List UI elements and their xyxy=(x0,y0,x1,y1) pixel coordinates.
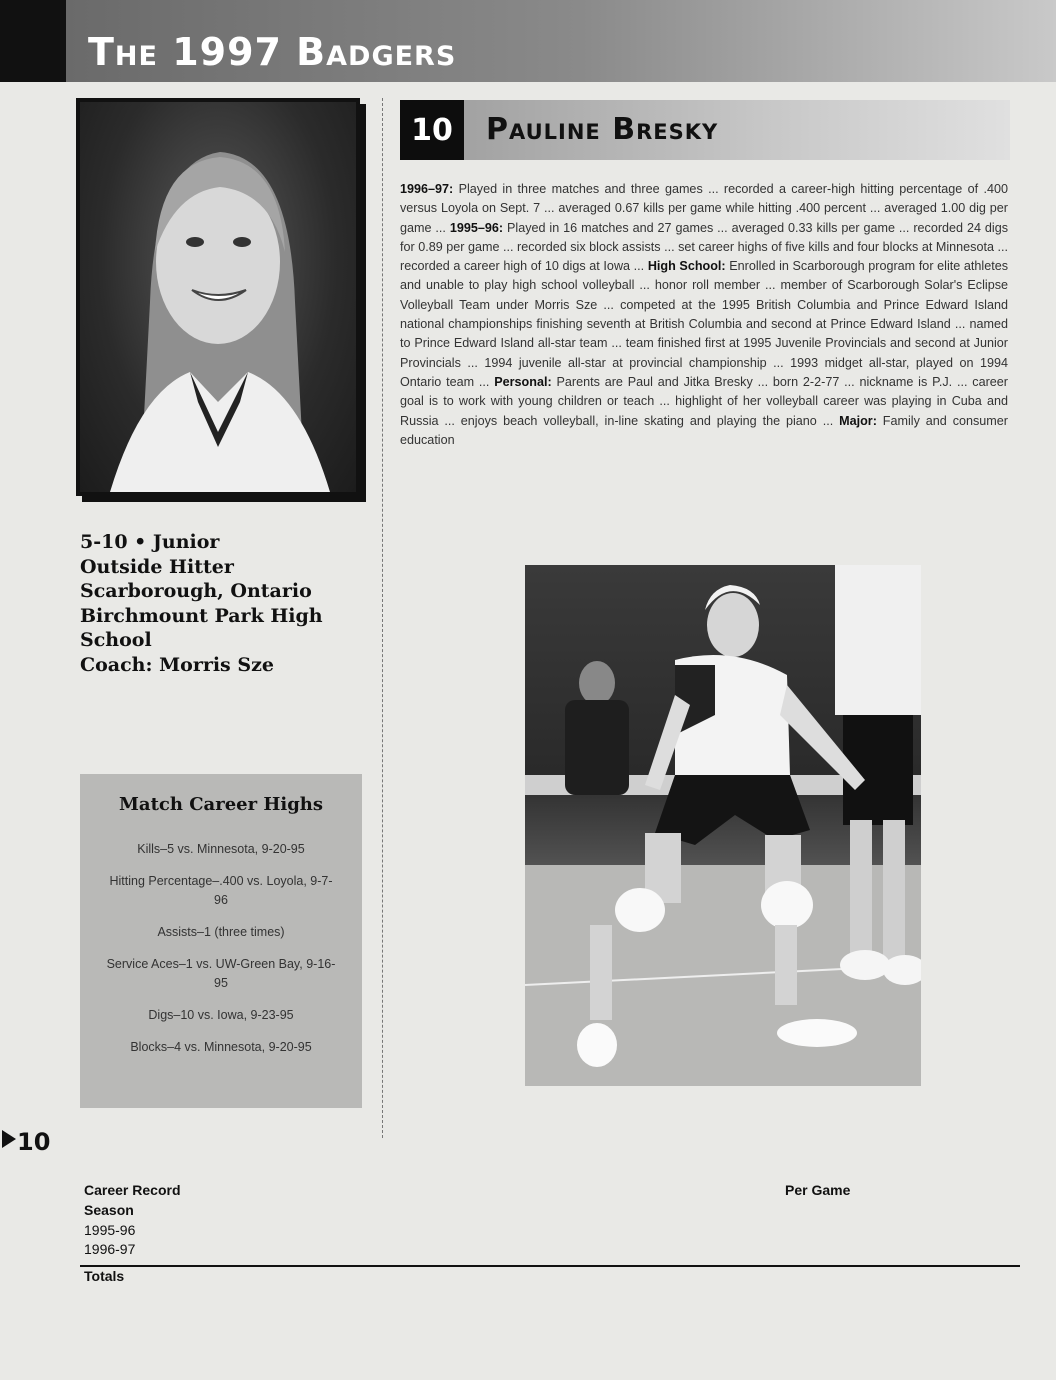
vitals-line: School xyxy=(80,629,152,651)
player-name: Pauline Bresky xyxy=(486,112,719,147)
bio-label: Major: xyxy=(839,413,877,428)
career-high-item: Service Aces–1 vs. UW-Green Bay, 9-16-95 xyxy=(106,957,336,990)
bio-label: High School: xyxy=(647,259,726,274)
career-highs-box xyxy=(80,774,362,1108)
career-high-item: Hitting Percentage–.400 vs. Loyola, 9-7-96 xyxy=(109,874,333,907)
table-cell: 1995-96 xyxy=(84,1222,136,1238)
career-record-title: Career Record xyxy=(84,1182,181,1198)
column-header: Season xyxy=(84,1202,134,1218)
career-high-item: Kills–5 vs. Minnesota, 9-20-95 xyxy=(137,842,305,856)
vitals-line: Outside Hitter xyxy=(80,555,234,578)
player-bio xyxy=(400,180,1008,450)
totals-rule xyxy=(80,1265,1020,1267)
career-highs-title: Match Career Highs xyxy=(119,794,323,815)
career-highs-list xyxy=(106,840,336,1070)
per-game-title: Per Game xyxy=(785,1182,851,1198)
bio-text: Family and consumer education xyxy=(400,413,1008,447)
vitals-line: Coach: Morris Sze xyxy=(80,653,274,676)
career-high-item: Blocks–4 vs. Minnesota, 9-20-95 xyxy=(130,1040,312,1054)
bio-label: 1995–96: xyxy=(449,220,504,235)
career-high-item: Assists–1 (three times) xyxy=(157,925,285,939)
page-arrow-icon xyxy=(2,1130,16,1148)
portrait-illustration xyxy=(80,102,356,492)
column-divider xyxy=(382,98,383,1138)
bio-label: 1996–97: xyxy=(400,182,454,196)
bio-text: Enrolled in Scarborough program for elite athletes and unable to play high school volleyball ... honor roll member ... member of Scarborough Solar's Eclipse Volleyball Team under Morris Sze ... competed at the 1995 British Columbia and Prince Edward Island national championships finishing seventh at British Columbia and second at Prince Edward Island ... named to Prince Edward Island all-star team ... team finished first at 1995 Juvenile Provincials and second at Junior Provincials ... 1994 juvenile all-star at provincial championship ... 1993 midget all-star, played on 1994 Ontario team ... xyxy=(400,259,1008,389)
page-number-text: 10 xyxy=(17,1128,51,1156)
page-number xyxy=(2,1128,50,1156)
action-photo xyxy=(525,565,921,1086)
bio-text: Parents are Paul and Jitka Bresky ... born 2-2-77 ... nickname is P.J. ... career goal is to work with young children or teach ... highlight of her volleyball career was playing in Cuba and Russia ... enjoys beach volleyball, in-line skating and playing the piano ... xyxy=(400,374,1008,428)
vitals-line: Birchmount Park High xyxy=(80,604,323,627)
bio-text: Played in 16 matches and 27 games ... averaged 0.33 kills per game ... recorded 24 digs for 0.89 per game ... recorded six block assists ... set career highs of five kills and four blocks at Minnesota ... recorded a career high of 10 digs at Iowa ... xyxy=(400,220,1008,274)
vitals-line: 5-10 • Junior xyxy=(80,531,220,553)
totals-cell: Totals xyxy=(84,1268,125,1284)
bio-text: Played in three matches and three games ... recorded a career-high hitting percentage of .400 versus Loyola on Sept. 7 ... averaged 0.67 kills per game while hitting .400 percent ... averaged 1.00 dig per game ... xyxy=(400,182,1008,235)
header-black-block xyxy=(0,0,66,82)
action-illustration xyxy=(525,565,921,1086)
page-title: The 1997 Badgers xyxy=(88,30,457,74)
player-vitals xyxy=(80,530,370,677)
portrait-photo xyxy=(76,98,360,496)
vitals-line: Scarborough, Ontario xyxy=(80,580,312,602)
jersey-number: 10 xyxy=(400,100,464,160)
career-high-item: Digs–10 vs. Iowa, 9-23-95 xyxy=(148,1008,294,1022)
bio-label: Personal: xyxy=(494,374,552,389)
table-cell: 1996-97 xyxy=(84,1241,136,1257)
